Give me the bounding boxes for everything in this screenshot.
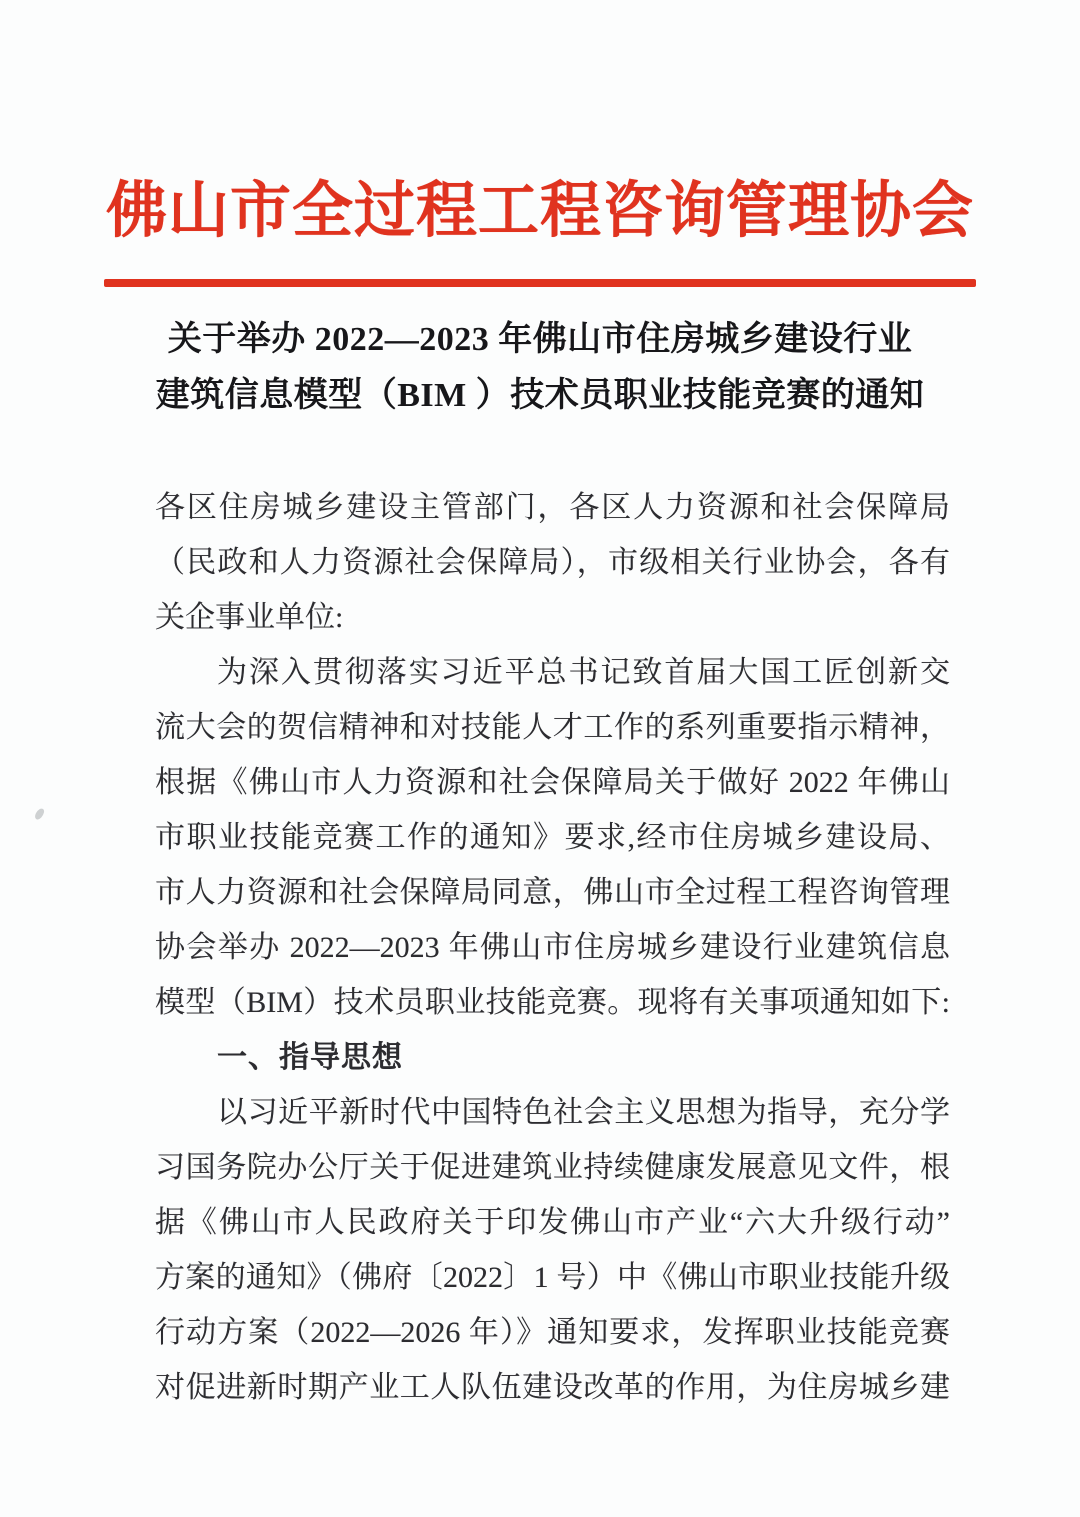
body-line: 行动方案（2022—2026 年）》通知要求，发挥职业技能竞赛 bbox=[155, 1316, 950, 1349]
body-line: 市职业技能竞赛工作的通知》要求,经市住房城乡建设局、 bbox=[155, 821, 950, 854]
letterhead-org-name: 佛山市全过程工程咨询管理协会 bbox=[105, 178, 974, 245]
document-body bbox=[155, 480, 950, 1415]
body-line: 流大会的贺信精神和对技能人才工作的系列重要指示精神， bbox=[155, 711, 950, 744]
document-title bbox=[0, 312, 1080, 424]
body-line: 协会举办 2022—2023 年佛山市住房城乡建设行业建筑信息 bbox=[155, 931, 950, 964]
body-line: 方案的通知》（佛府〔2022〕1 号）中《佛山市职业技能升级 bbox=[155, 1261, 950, 1294]
body-line: 市人力资源和社会保障局同意，佛山市全过程工程咨询管理 bbox=[155, 876, 950, 909]
body-line: 模型（BIM）技术员职业技能竞赛。现将有关事项通知如下: bbox=[155, 986, 950, 1019]
body-line: 习国务院办公厅关于促进建筑业持续健康发展意见文件，根 bbox=[155, 1151, 950, 1184]
body-line: 据《佛山市人民政府关于印发佛山市产业“六大升级行动” bbox=[155, 1206, 950, 1239]
section-heading: 一、指导思想 bbox=[217, 1041, 403, 1074]
body-line: 根据《佛山市人力资源和社会保障局关于做好 2022 年佛山 bbox=[155, 766, 950, 799]
body-line: （民政和人力资源社会保障局），市级相关行业协会，各有 bbox=[155, 546, 950, 579]
body-line: 对促进新时期产业工人队伍建设改革的作用，为住房城乡建 bbox=[155, 1371, 950, 1404]
document-title-line-2: 建筑信息模型（BIM ）技术员职业技能竞赛的通知 bbox=[155, 377, 925, 414]
body-line: 为深入贯彻落实习近平总书记致首届大国工匠创新交 bbox=[217, 656, 950, 689]
scan-speck bbox=[34, 807, 46, 821]
document-title-line-1: 关于举办 2022—2023 年佛山市住房城乡建设行业 bbox=[167, 321, 913, 358]
letterhead-divider-rule bbox=[104, 279, 976, 287]
body-line: 各区住房城乡建设主管部门，各区人力资源和社会保障局 bbox=[155, 491, 950, 524]
body-line: 以习近平新时代中国特色社会主义思想为指导，充分学 bbox=[217, 1096, 950, 1129]
body-line: 关企事业单位: bbox=[155, 601, 344, 634]
